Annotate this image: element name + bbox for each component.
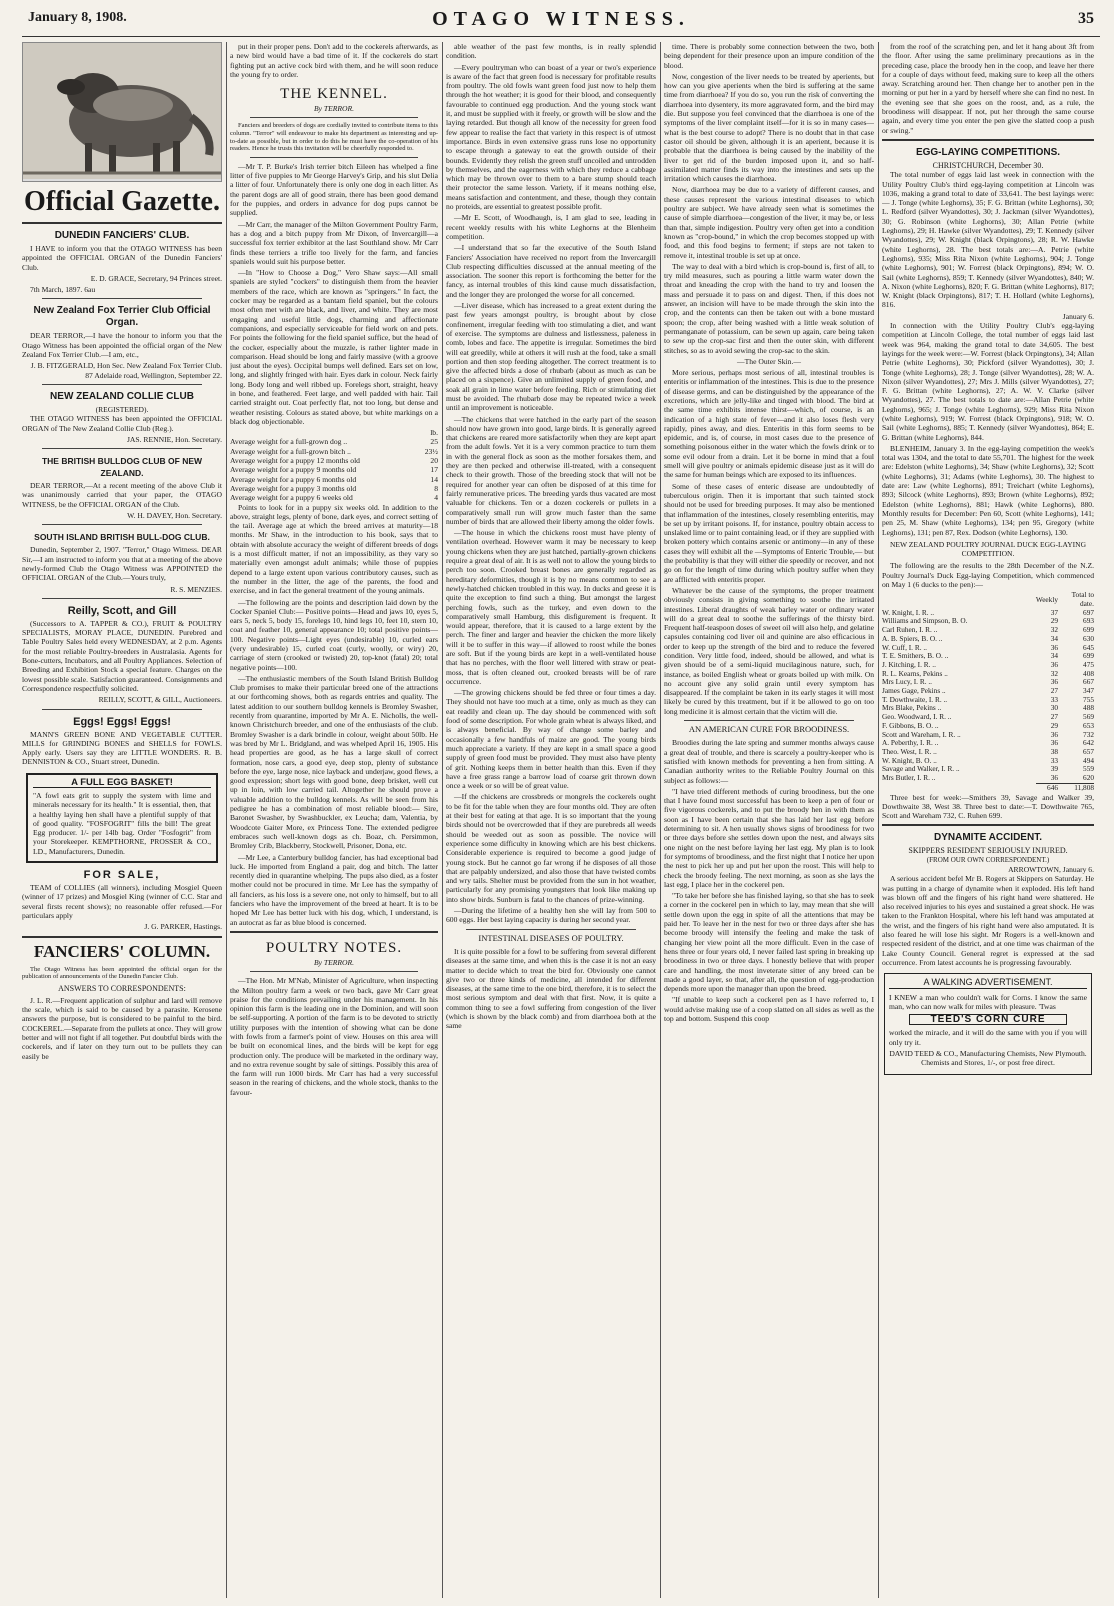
dynamite-subheading: SKIPPERS RESIDENT SERIOUSLY INJURED.: [908, 846, 1068, 856]
article-continuation: put in their proper pens. Don't add to the cockerels afterwards, as a new bird would have a bad time of it. If the cockerels do start fighting put an active cock bird with them, and he will soon reduce the young fry to order.: [230, 42, 438, 79]
fox-terrier-heading: New Zealand Fox Terrier Club Official Organ.: [33, 305, 211, 329]
table-cell-t: 667: [1083, 677, 1094, 687]
divider: [42, 709, 202, 710]
weight-value: 4: [434, 493, 438, 503]
kennel-paragraph: —The enthusiastic members of the South Island British Bulldog Club promises to make their particular breed one of the attractions at our forthcoming shows, both as regards entries and quality. The latest addition to our southern bulldog kennels is Bromley Swasher, recently from quarantine, imported by Mr A. E. Nicholls, the well-known Christchurch breeder, and one of the enthusiasts of the club. Bromley Swasher is a dark brindle in colour, weight about 50lb. He was bred by Mr L. Bridgland, and was whelped April 16, 1905. His head properties are good, as he has a large skull of correct formation, nose cars, a good eye, deep stop, plenty of substance before the eye, large nose, nice layback and underjaw, good flews, a good expression; short legs with good bone, deep brisket, well cut up in loin, with low carried tail. Altogether he should prove a valuable addition to the bulldog kennels. As will be seen from his pedigree he has a combination of most reliable blood:— Sire, Baronet Swasher, by Swashbuckler, ex Leucha; dam, Valentia, by Woodcote Gaiter More, ex Princess Tone. The extended pedigree embraces such well-known dogs as ch. Boaz, ch. Persimmon, Bromley Crib, Blackberry, Stockwell, Prisoner, Dona, etc.: [230, 673, 438, 851]
table-cell-w: 38: [1050, 746, 1058, 756]
collie-dog-illustration: [22, 42, 222, 182]
weight-row: [230, 447, 438, 456]
weight-row: [230, 465, 438, 474]
table-cell-w: 29: [1050, 720, 1058, 730]
table-cell-name: T. Dowthwaite, I. R. ..: [882, 694, 948, 704]
bulldog-club-signature: W. H. DAVEY, Hon. Secretary.: [127, 511, 222, 521]
weight-label: Average weight for a puppy 6 weeks old: [230, 493, 353, 503]
intestinal-paragraph: More serious, perhaps most serious of all, intestinal troubles is enteritis or inflammation of the intestines. This is due to the presence of disease germs, and can be distinguished by the appearance of the excretions, which are jelly-like and tinged with blood. The bird at the same time exhibits intense thirst—which, of course, is an indication of a high state of fever—and it also loses flesh very rapidly, pines away, and dies. Enteritis in this form seems to be epidemic, and is, of course, in most cases due to the presence of something poisonous either in the water which the fowls drink or to some evil odour from a drain. Let it be borne in mind that a foul smell will give poultry or animals epidemic disease just as it will do the same for human beings which are exposed to its influences.: [664, 368, 874, 480]
christchurch-dateline: CHRISTCHURCH, December 30.: [932, 160, 1044, 170]
weight-label: Average weight for a full-grown dog ..: [230, 437, 348, 447]
poultry-notes-paragraph: —Liver disease, which has increased to a great extent during the past few years amongst poultry, is brought about by close confinement, irregular feeding with too stimulating a diet, and want of exercise. The symptoms are dulness and listlessness, paleness in comb, lobes and face. The appetite is irregular. Sometimes the bird will eat greedily, while at others it will rush at the food, take a small portion and then stop feeding altogether. The correct treatment is to give the affected birds a dose of rhubarb (about as much as can be placed on a sixpence). Give an unlimited supply of green food, and soak all grain in lime water before feeding. Rich or stimulating diet must be avoided. The rhubarb dose may be repeated twice a week until an improvement is noticeable.: [446, 301, 656, 413]
table-cell-w: 27: [1050, 686, 1058, 696]
weight-label: Average weight for a puppy 12 months old: [230, 456, 360, 466]
table-cell-t: 693: [1083, 616, 1094, 626]
table-cell-t: 347: [1083, 686, 1094, 696]
weights-header: lb.: [430, 428, 438, 438]
american-cure-paragraph: "I have tried different methods of curing broodiness, but the one that I have found most successful has been to keep a pen of four or five vigorous cockerels, and to put the broody hen in with them as soon as I have been certain that she has laid her last egg before determining to sit. A hen usually shows signs of broodiness for two or three days before she settles down upon the nest, and always sits one night on the nest before laying her last egg. My plan is to look for symptoms of broodiness, and the first night that I notice her upon the nest to pick her up and put her upon the roost. This will help to check the broody feeling. The next morning, as soon as she lays the last egg, I place her in the cockerel pen.: [664, 786, 874, 889]
weight-label: Average weight for a full-grown bitch ..: [230, 446, 351, 456]
divider: [42, 448, 202, 449]
fanciers-column-note: The Otago Witness has been appointed the official organ for the publication of announcements of the Dunedin Fancier Club.: [22, 965, 222, 981]
divider: [42, 598, 202, 599]
newspaper-title: OTAGO WITNESS.: [432, 8, 690, 30]
table-cell-t: 699: [1083, 625, 1094, 635]
weight-row: [230, 493, 438, 502]
weight-label: Average weight for a puppy 9 months old: [230, 465, 357, 475]
divider: [42, 298, 202, 299]
collie-dog-icon: [23, 43, 221, 179]
kennel-paragraph: —The following are the points and description laid down by the Cocker Spaniel Club:— Positive points—Head and jaws 10, eyes 5, ears 5, neck 5, body 15, forelegs 10, hind legs 10, feet 10, stern 10, coat and feather 10, general appearance 10; total positive points—100. Negative points—Light eyes (undesirable) 10, curled ears (very undesirable) 15, curled coat (curly, woolly, or wiry) 20, carriage of stern (crooked or twisted) 20, top-knot (fatal) 20; total negative points—100.: [230, 597, 438, 672]
collie-club-signature: JAS. RENNIE, Hon. Secretary.: [126, 434, 222, 444]
kennel-paragraph: Points to look for in a puppy six weeks old. In addition to the above, straight legs, plenty of bone, dark eyes, and correct setting of the tail. Average age at which the breed arrives at maturity—18 months. Mr Shaw, in the introduction to his book, says that to obtain with absolute accuracy the weight of different breeds of dogs is a most difficult matter, if not an impossibility, as they vary so materially even amongst adult animals; while those of puppies depend to a large extent upon various contributory causes, such as the number in the litter, the age of the parents, the food and exercise, and in fact the general treatment of the young animals.: [230, 502, 438, 596]
divider: [684, 720, 854, 721]
weight-value: 14: [430, 474, 438, 484]
table-cell-t: 732: [1083, 729, 1094, 739]
kennel-paragraph: —Mr Carr, the manager of the Milton Government Poultry Farm, has a dog and a bitch puppy from Mr Dixon, of Invercargill—a successful fox terrier exhibitor at the last Southland show. Mr Carr finds these terriers a trifle too lively for the farm, and fancies spaniels would suit his purpose better.: [230, 219, 438, 266]
divider: [230, 931, 438, 933]
table-cell-t: 620: [1083, 773, 1094, 783]
column-2: [230, 42, 438, 1598]
table-cell-name: A. B. Spiers, B. O. ..: [882, 633, 943, 643]
weight-row: [230, 456, 438, 465]
divider: [42, 384, 202, 385]
table-cell-name: R. L. Kearns, Pekins ..: [882, 668, 948, 678]
table-cell-w: 36: [1050, 677, 1058, 687]
poultry-notes-heading: POULTRY NOTES.: [265, 939, 403, 956]
weight-row: [230, 437, 438, 446]
table-header-weekly: Weekly: [1035, 594, 1058, 604]
table-cell-name: Savage and Walker, I. R. ..: [882, 764, 960, 774]
dunedin-club-date: 7th March, 1897. 6au: [30, 285, 96, 295]
table-cell-w: 34: [1050, 633, 1058, 643]
for-sale-body: TEAM of COLLIES (all winners), including Mosgiel Queen (winner of 17 prizes) and Mosgiel King (winner of C.C. Star and several firsts recent shows); no reasonable offer refused.—For particulars apply: [22, 883, 222, 920]
answers-body: J. L. R.—Frequent application of sulphur and lard will remove the scale, which is said to be caused by a parasite. Kerosene answers the purpose, but is considered to be painful to the bird. COCKEREL.—Separate from the pullets at once. They will grow better and will not fight if all together. Put doubtful birds with the cockerels, and if later on they turn out to be pullets they can easily be: [22, 995, 222, 1061]
intestinal-paragraph: time. There is probably some connection between the two, both being dependent for their presence upon an impure condition of the blood.: [664, 42, 874, 70]
issue-date: January 8, 1908.: [28, 10, 127, 25]
table-cell-name: W. Knight, B. O. ..: [882, 755, 937, 765]
table-cell-t: 755: [1083, 694, 1094, 704]
poultry-notes-paragraph: able weather of the past few months, is in really splendid condition.: [446, 42, 656, 61]
fosfogrit-advert-heading: A FULL EGG BASKET!: [33, 778, 211, 788]
south-island-club-signature: R. S. MENZIES.: [170, 584, 222, 594]
table-cell-t: 642: [1083, 738, 1094, 748]
egg-laying-heading: EGG-LAYING COMPETITIONS.: [915, 146, 1061, 158]
table-cell-w: 39: [1050, 764, 1058, 774]
table-cell-w: 36: [1050, 773, 1058, 783]
poultry-notes-paragraph: —During the lifetime of a healthy hen she will lay from 500 to 600 eggs. Her best laying capacity is during her second year.: [446, 906, 656, 925]
teeds-corn-cure-advert: [884, 973, 1092, 1074]
poultry-notes-paragraph: —The Hon. Mr M'Nab, Minister of Agriculture, when inspecting the Milton poultry farm a week or two back, gave Mr Carr great praise for the conditions prevailing under his management. In his opinion this farm is the leading one in the Dominion, and will soon be self-supporting. A portion of the farm is to be devoted to strictly utility purposes with the intention of showing what can be done with fowls from a farmer's point of view. Houses on this area will be built on economical lines, and the birds will be kept for egg production only. The produce will be marketed in the ordinary way, and no extra revenue sought by sale of sittings. Possibly this area of the farm will run 1000 birds. Mr Carr has had a very successful season in the rearing of chickens, and the whole stock, thanks to the favour-: [230, 976, 438, 1097]
dunedin-club-signature: E. D. GRACE, Secretary, 94 Princes street.: [90, 273, 222, 283]
table-cell-name: Mrs Blake, Pekins ..: [882, 703, 942, 713]
table-cell-name: Scott and Wareham, I. R. ..: [882, 729, 961, 739]
kennel-paragraph: —In "How to Choose a Dog," Vero Shaw says:—All small spaniels are styled "cockers" to distinguish them from the heavier members of the race, which are known as "springers." In fact, the cocker may be regarded as a bantam field spaniel, but the colours most often met with are black, and liver, and white. They are most engaging and useful little dogs, charming and affectionate companions, and especially serviceable for field work on and pets. For points the following for the field spaniel suffice, but the head of the cocker, especially about the muzzle, is rather lighter made in comparison. Head should be long and fairly massive (with a groove just about the eyes). Occipital bumps well defined. Ears set on low, long, and slightly fringed with hair. Eyes dark in colour. Neck fairly long. Body long and well ribbed up. Forelegs short, straight, heavy in bone, and feathered. Feet large, and well padded with hair. Tail carried straight out. Coat perfectly flat, not too long, but dense and weather resisting. Colours as stated above, but white markings on a black dog objectionable.: [230, 268, 438, 426]
kennel-heading: THE KENNEL.: [280, 86, 388, 103]
poultry-notes-paragraph: —The house in which the chickens roost must have plenty of ventilation overhead. However warm it may be necessary to keep young chickens when they are just hatched, partially-grown chickens require a great deal of air. It is as well not to allow the young birds to perch too soon. Crooked breast bones are generally regarded as hereditary deformities, though it is by no means common to see a newly-hatched chicken troubled in this way. In ducks and geese it is quite the exception to find such a thing. But amongst the largest perching fowls, such as the turkey, and even down to the comparatively small Hamburg, this disfigurement is frequent. It would appear, therefore, that it is caused to a large extent by the perch. The finer and larger and heavier the chicken the more likely will it be to suffer in this way—if allowed to roost while the bones are soft. But if the young birds are kept in a well-ventilated house that has no perches, with the floor well littered with straw or peat-moss, that is often cleaned out, crooked breasts will be of rare occurrence.: [446, 528, 656, 686]
table-total-label: [882, 783, 1036, 792]
table-cell-t: 494: [1083, 755, 1094, 765]
dunedin-club-heading: DUNEDIN FANCIERS' CLUB.: [54, 230, 190, 241]
table-header-total: Total to date.: [1071, 590, 1094, 609]
table-cell-w: 33: [1050, 694, 1058, 704]
table-cell-name: J. Kitching, I. R. ..: [882, 659, 936, 669]
table-cell-w: 36: [1050, 659, 1058, 669]
dynamite-source: (FROM OUR OWN CORRESPONDENT.): [926, 855, 1050, 864]
weight-value: 23½: [424, 446, 438, 456]
south-island-club-heading: SOUTH ISLAND BRITISH BULL-DOG CLUB.: [34, 532, 210, 543]
weight-label: Average weight for a puppy 3 months old: [230, 483, 357, 493]
intestinal-paragraph: The way to deal with a bird which is crop-bound is, first of all, to try mild measures, such as pouring a little warm water down the throat and kneading the crop with the hand to try and loosen the mass and persuade it to pass on and digest. Then, if this does not answer, an incision will have to be made through the skin into the crop, and the contents can then be taken out with a bone mustard spoon; the crop, after being washed with a little weak solution of permanganate of potassium, can be sewn up again, care being taken to sew up the crop-sac first and then the outer skin, with different stitches, so as to avoid sewing the crop-sac to the skin.: [664, 261, 874, 355]
table-cell-t: 697: [1083, 607, 1094, 617]
column-5: [882, 42, 1094, 1598]
fosfogrit-advert: [26, 773, 218, 863]
divider: [466, 929, 636, 930]
table-cell-w: 33: [1050, 755, 1058, 765]
poultry-notes-byline: By TERROR.: [313, 957, 355, 967]
american-cure-paragraph: "If unable to keep such a cockerel pen as I have referred to, I would advise making use of a coop slatted on all sides as well as the top and bottom. Suspend this coop: [664, 995, 874, 1023]
table-cell-t: 408: [1083, 668, 1094, 678]
table-cell-t: 653: [1083, 720, 1094, 730]
poultry-notes-paragraph: —If the chickens are crossbreds or mongrels the cockerels ought to be fit for the table when they are four months old. They are often at their best for eating at that age. It is so important that the young birds should not be overcrowded that if they are purebreds all weeds should be weeded out as soon as possible. The novice will experience some difficulty in knowing which are his best chickens. Considerable experience is required to become a good judge of young stock. But he cannot go far wrong if he disposes of all those that are palpably undersized, and also those that have twisted combs and wry tails. Shelter must be provided from the sun in hot weather, particularly for any promising youngsters that look like making up into show birds. Sunburn is fatal to the chances of prize-winning.: [446, 792, 656, 904]
table-cell-t: 569: [1083, 712, 1094, 722]
weight-row: [230, 475, 438, 484]
walking-advert-heading: A WALKING ADVERTISEMENT.: [889, 978, 1087, 988]
column-rule: [878, 42, 879, 1598]
poultry-notes-paragraph: —The chickens that were hatched in the early part of the season should now have grown into good, large birds. It is generally agreed that chickens are reared more satisfactorily when they are kept apart from the adult fowls. Yet it is a very common practice to turn them in with the general flock as soon as the mother forsakes them, and they are then pecked and otherwise ill-treated, with a consequent check to their growth. Those of the breeding stock that will not be required for another year can often be disposed of at this time for fairly remunerative prices. The breeding yards thus vacated are most valuable for chickens. Ten or a dozen cockerels or pullets in a comparatively small run will grow much faster than the same number of birds that are allowed their liberty among the older fowls.: [446, 414, 656, 526]
table-cell-w: 34: [1050, 651, 1058, 661]
table-cell-name: James Gage, Pekins ..: [882, 686, 946, 696]
eggs-advert-body: MANN'S GREEN BONE AND VEGETABLE CUTTER. MILLS for GRINDING BONES and SHELLS for FOWLS. Apply early. Users say they are LITTLE WONDERS. R. B. DENNISTON & CO., Stuart street, Dunedin.: [22, 729, 222, 767]
table-cell-t: 475: [1083, 659, 1094, 669]
table-cell-t: 488: [1083, 703, 1094, 713]
table-cell-w: 32: [1050, 625, 1058, 635]
column-4: [664, 42, 874, 1598]
column-rule: [442, 42, 443, 1598]
walking-advert-body: I KNEW a man who couldn't walk for Corns. I know the same man, who can now walk for miles with pleasure. 'Twas: [889, 992, 1087, 1011]
duck-competition-heading: NEW ZEALAND POULTRY JOURNAL DUCK EGG-LAYING COMPETITION.: [889, 539, 1087, 559]
table-cell-w: 30: [1050, 703, 1058, 713]
american-cure-paragraph: from the roof of the scratching pen, and let it hang about 3ft from the floor. After using the same preliminary precautions as in the preceding case, place the broody hen in the coop, and leave her there for a couple of days without feed, making sure to keep all the others away. Scratching around her. Then change her to another pen in the morning or put her in a yard by herself where she can find no nest. In the evening see that she goes on the roost, and, as a rule, the broodiness will disappear. If not, put her through the same course again, and every time you enter the pen give the slatted coop a push or swing.": [882, 42, 1094, 135]
collie-club-notice: THE OTAGO WITNESS has been appointed the OFFICIAL ORGAN of The New Zealand Collie Club (Reg.).: [22, 414, 222, 433]
duck-best-results: Three best for week:—Smithers 39, Savage and Walker 39, Dowthwaite 38, West 38. Three best to date:—T. Dowthwaite 765, Scott and Wareham 732, C. Ruhen 699.: [882, 792, 1094, 821]
collie-club-heading: NEW ZEALAND COLLIE CLUB: [50, 390, 194, 402]
weights-table: [230, 437, 438, 502]
fosfogrit-advert-body: "A fowl eats grit to supply the system with lime and minerals necessary for its health." It is essential, then, that a healthy laying hen shall have a plentiful supply of that of good quality. "FOSFOGRIT" fills the bill! The great Egg producer. 1/- per 14lb bag. Order "Fosfogrit" from your Storekeeper. KEMPTHORNE, PROSSER & CO., LD., Manufacturers, Dunedin.: [33, 790, 211, 856]
poultry-notes-paragraph: —Every poultryman who can boast of a year or two's experience is aware of the fact that green food is necessary for profitable results from poultry. The old fowls want green food just now to help them through the hot weather; it is good for their blood, and consequently favourable to continued egg production. And the young stock want it, and must be supplied with it freely, or growth will be slow and the laying retarded. But though all know of the necessity for green food few appear to realise the fact that variety in this respect is of utmost importance. Birds in even extensive grass runs lose no opportunity to escape through a gateway to eat the growth outside of their bounds. Evidently they relish the green stuff uncoiled and untrodden by themselves, and the eagerness with which they reduce a cabbage which may be thrown over to them to a bare stump should teach their protector the same lesson. Variety, if it means nothing else, means satisfaction and contentment, and these, though they contain no proteids, are essential to greatest possible profit.: [446, 62, 656, 212]
masthead: [22, 6, 1100, 37]
american-cure-heading: AN AMERICAN CURE FOR BROODINESS.: [688, 724, 850, 735]
reilly-advert-signature: REILLY, SCOTT, & GILL, Auctioneers.: [98, 695, 222, 705]
for-sale-heading: FOR SALE,: [83, 869, 161, 882]
divider: [882, 824, 1094, 826]
divider: [22, 936, 222, 938]
fanciers-column-heading: FANCIERS' COLUMN.: [33, 941, 211, 961]
christchurch-paragraph: The total number of eggs laid last week in connection with the Utility Poultry Club's third egg-laying competition at Lincoln was 1036, making a grand total to date of 33,641. The best layings were:— J. Tonge (white Leghorns), 35; F. G. Brittan (white Leghorns), 30; L. Redford (silver Wyandottes), 30; J. Jackman (silver Wyandottes), 30; G. Robinson (white Leghorns), 30; Allan Petrie (white Leghorns), 29; H. Hawke (silver Wyandottes), 29; T. Kennedy (silver Wyandottes), 29; W. Knight (black Orpingtons), 28; R. W. Hawke (white Leghorns), 28. The best totals are:—A. Petrie (white Leghorns), 935; Miss Rita Nixon (white Leghorns), 904; J. Tonge (white Leghorns), 901; W. Forrest (black Orpingtons), 894; W. O. Sail (white Leghorns), 859; T. Kennedy (silver Wyandottes), 840; W. A. Nixon (white Leghorns), 820; F. G. Brittan (white Leghorns), 817; W. Knight (black Orpingtons), 817; T. H. Hollard (white Leghorns), 816.: [882, 170, 1094, 310]
dynamite-dateline: ARROWTOWN, January 6.: [1008, 864, 1094, 874]
table-cell-name: W. Knight, I. R. ..: [882, 607, 935, 617]
christchurch-dateline-2: January 6.: [1062, 311, 1094, 321]
table-cell-name: F. Gibbons, B. O. ..: [882, 720, 939, 730]
walking-advert-signature: DAVID TEED & CO., Manufacturing Chemists, New Plymouth. Chemists and Stores, 1/-, or post free direct.: [889, 1049, 1087, 1068]
table-cell-name: Mrs Butler, I. R. ..: [882, 773, 936, 783]
kennel-byline: By TERROR.: [313, 104, 355, 114]
page-number: 35: [1078, 10, 1094, 27]
table-header: [882, 591, 1036, 608]
table-cell-name: Geo. Woodward, I. R. ..: [882, 712, 952, 722]
table-cell-w: 32: [1050, 668, 1058, 678]
south-island-club-notice: Dunedin, September 2, 1907. "Terror," Otago Witness. DEAR Sir,—I am instructed to inform you that at a meeting of the above newly-formed Club the Otago Witness was APPOINTED the OFFICIAL ORGAN of the Club.—Yours truly,: [22, 545, 222, 583]
dynamite-heading: DYNAMITE ACCIDENT.: [934, 832, 1042, 844]
table-total-weekly: 646: [1036, 783, 1058, 792]
divider: [250, 971, 418, 972]
american-cure-paragraph: Broodies during the late spring and summer months always cause a great deal of trouble, and there is scarcely a poultry-keeper who is satisfied with known methods for preventing a hen from sitting. A Canadian authority writes to the Reliable Poultry Journal on this subject as follows:—: [664, 738, 874, 785]
kennel-note: Fanciers and breeders of dogs are cordially invited to contribute items to this column. "Terror" will endeavour to make his department as interesting and up-to-date as possible, but in order to do this he must have the co-operation of his readers. Hence he trusts this invitation will be cheerfully responded to.: [230, 122, 438, 153]
divider: [22, 222, 222, 224]
table-cell-w: 37: [1050, 607, 1058, 617]
weight-label: Average weight for a puppy 6 months old: [230, 474, 357, 484]
column-rule: [660, 42, 661, 1598]
table-cell-t: 559: [1083, 764, 1094, 774]
weight-value: 17: [430, 465, 438, 475]
table-cell-w: 36: [1050, 729, 1058, 739]
table-cell-t: 657: [1083, 746, 1094, 756]
divider: [882, 139, 1094, 141]
table-cell-w: 29: [1050, 616, 1058, 626]
bulldog-club-notice: DEAR TERROR,—At a recent meeting of the above Club it was unanimously carried that your paper, the OTAGO WITNESS, be the OFFICIAL ORGAN of the Club.: [22, 481, 222, 509]
table-cell-t: 630: [1083, 633, 1094, 643]
fox-terrier-signature: J. B. FITZGERALD, Hon Sec. New Zealand Fox Terrier Club. 87 Adelaide road, Wellington, September 22.: [30, 361, 222, 380]
reilly-advert-body: (Successors to A. TAPPER & CO.), FRUIT & POULTRY SPECIALISTS, MORAY PLACE, DUNEDIN. Purebred and Table Poultry Sales held every WEDNESDAY, at 2 p.m. Agents for the most reliable Poultry-breeders in Australasia. Agents for Bone-cutters, Incubators, and all Poultry Appliances. Selection of Breeding and Exhibition Stock a special feature. Charges on the lowest possible scale. Satisfaction guaranteed. Consignments and Correspondence respectfully solicited.: [22, 618, 222, 693]
table-cell-t: 645: [1083, 642, 1094, 652]
intestinal-paragraph: Some of these cases of enteric disease are undoubtedly of tuberculous origin. Then it is important that such tainted stock should not be used for breeding purposes. It may also be mentioned that inflammation of the intestines, closely resembling enteritis, may be set up by irritant poisons. If, for instance, poultry obtain access to unslaked lime or to paint containing lead, or if they are supplied with broken pottery which contains arsenic or antimony—in any of these cases they will exhibit all the —Symptoms of Enteric Trouble,— but the probability is that they will either die speedily or recover, and not go on for the length of time during which poultry suffer when they are afflicted with enteritis proper.: [664, 481, 874, 584]
bulldog-club-heading: THE BRITISH BULLDOG CLUB OF NEW ZEALAND.: [41, 456, 203, 479]
intestinal-paragraph: Now, congestion of the liver needs to be treated by aperients, but how can you give aperients when the bird is suffering at the same time from diarrhoea? If you do so, you run the risk of converting the diarrhoea into dysentery, its more aggravated form, and the bird may die. But suppose you feel convinced that the diarrhoea is one of the symptoms of the liver complaint itself—for it is so in many cases—what is the best course to adopt? There is no doubt that in that case castor oil should be given, although it is an aperient, because it is probable that the diarrhoea is being caused by the inability of the liver to get rid of the burden imposed upon it, and so half-assimilated matter finds its way into the intestines and sets up the irritation which causes the diarrhoea.: [664, 71, 874, 184]
table-cell-name: Carl Ruhen, I. R. ..: [882, 625, 938, 635]
intestinal-diseases-heading: INTESTINAL DISEASES OF POULTRY.: [478, 932, 624, 943]
kennel-paragraph: —Mr T. P. Burke's Irish terrier bitch Eileen has whelped a fine litter of five puppies to Mr George Harvey's Grip, and his slut Delia a litter of four. Unfortunately there is only one dog in each litter. As the parent dogs are all of good strain, there has been good demand for the puppies, and orders in advance for dog pups cannot be supplied.: [230, 161, 438, 218]
duck-competition-intro: The following are the results to the 28th December of the N.Z. Poultry Journal's Duck Egg-laying Competition, which commenced on May 1 (6 ducks to the pen):—: [882, 561, 1094, 590]
answers-heading: ANSWERS TO CORRESPONDENTS:: [58, 983, 186, 993]
divider: [42, 524, 202, 525]
intestinal-subheading: —The Outer Skin.—: [737, 356, 801, 366]
walking-advert-body-2: worked the miracle, and it will do the same with you if you will only try it.: [889, 1028, 1087, 1047]
column-3: [446, 42, 656, 1598]
intestinal-paragraph: Whatever be the cause of the symptoms, the proper treatment obviously consists in giving something to soothe the irritated intestines. Liberal draughts of weak barley water or ordinary water will do a great deal to soothe the sufferings of the thirsty bird. Frequent half-teaspoon doses of sweet oil will also help, and gelatine capsules containing cod liver oil and quinine are also efficacious in order to keep up the strength of the bird and to reduce the fevered condition. Very little food, indeed, should be allowed, and what is given should be of a semi-liquid mucilaginous nature, such, for instance, as boiled English wheat or groats boiled up with milk. On no account give any solid grain until every symptom has disappeared. If the complaint be taken in its early stages it will most likely be cured by this treatment, but if it be allowed to go on too long medicine it is almost certain that the victim will die.: [664, 585, 874, 716]
table-total-date: 11,808: [1058, 783, 1094, 792]
fox-terrier-notice: DEAR TERROR,—I have the honour to inform you that the Otago Witness has been appointed the official organ of the New Zealand Fox Terrier Club.—I am, etc.,: [22, 331, 222, 360]
weight-value: 8: [434, 483, 438, 493]
table-cell-w: 36: [1050, 738, 1058, 748]
divider: [250, 157, 418, 158]
kennel-paragraph: —Mr Lee, a Canterbury bulldog fancier, has had exceptional bad luck. He imported from England a pair, dog and bitch. The latter recently died in quarantine whelping. The pups also died, as a foster mother could not be procured in time. Mr Lee has the sympathy of all fanciers, as his loss is a severe one, not only to himself, but to all fanciers who have the improvement of the breed at heart. It is to be hoped Mr Lee has better luck with his dog, which, I understand, is an autocrat as far as blue blood is concerned.: [230, 852, 438, 927]
duck-results-table: [882, 591, 1094, 792]
column-rule: [226, 42, 227, 1598]
official-gazette-heading: Official Gazette.: [24, 186, 220, 217]
table-cell-name: Williams and Simpson, B. O.: [882, 616, 968, 626]
reilly-advert-heading: Reilly, Scott, and Gill: [67, 604, 177, 617]
table-cell-t: 699: [1083, 651, 1094, 661]
for-sale-signature: J. G. PARKER, Hastings.: [144, 922, 222, 932]
poultry-notes-paragraph: —The growing chickens should be fed three or four times a day. They should not have too much at a time, only as much as they can eat readily and clean up. The day should be commenced with soft food of some description. For whole grain wheat is always liked, and is always beneficial. By way of change some barley and occasionally a few handfuls of maize are good. The young birds much appreciate a variety. If they are kept in a small space a good supply of green food must be provided. They must also have plenty of grit. Nothing keeps them in better health than this. Even if they have a free grass range a barrow load of coarse grit thrown down once a week or so will be of great value.: [446, 688, 656, 791]
table-cell-name: Theo. West, I. R. ..: [882, 746, 937, 756]
christchurch-paragraph: In connection with the Utility Poultry Club's egg-laying competition at Lincoln College, the total number of eggs laid last week was 964, making the grand total to date 34,605. The best layings for the week were:—W. Forrest (black Orpingtons), 34; Allan Petrie (white Leghorns), 30; Pickford (silver Wyandottes), 30; J. Tonge (white Leghorns), 28; J. Tonge (silver Wyandottes), 28; W. A. Nixon (silver Wyandottes), 27; Mrs J. Mills (silver Wyandottes), 27; F. G. Brittan (white Leghorns), 27; A. W. V. Clarke (silver Wyandottes), 27. The best totals to date are:—Allan Petrie (white Leghorns), 965; J. Tonge (white Leghorns), 929; Miss Rita Nixon (white Leghorns), 919; W. Forrest (black Orpingtons), 918; W. O. Sail (white Leghorns), 885; T. Kennedy (silver Wyandottes), 864; E. G. Brittan (white Leghorns), 844.: [882, 321, 1094, 442]
poultry-notes-paragraph: —I understand that so far the executive of the South Island Fanciers' Association have received no report from the Invercargill Club respecting difficulties discussed at the annual meeting of the association. The sooner this report is forthcoming the better for the fancy, as internal troubles of this kind cause much dissatisfaction, and the longer they are prolonged the worse for all concerned.: [446, 243, 656, 299]
poultry-notes-paragraph: —Mr E. Scott, of Woodhaugh, is, I am glad to see, leading in recent weekly results with his white Leghorns at the Blenheim competition.: [446, 213, 656, 241]
dunedin-club-notice: I HAVE to inform you that the OTAGO WITNESS has been appointed the OFFICIAL ORGAN of the Dunedin Fanciers' Club.: [22, 244, 222, 272]
table-cell-name: T. E. Smithers, B. O. ..: [882, 651, 949, 661]
american-cure-paragraph: "To take her before she has finished laying, so that she has to seek a corner in the cockerel pen in which to lay, may mean that she will settle down upon the egg in spite of all the attentions that may be paid her. To leave her in the nest for two or three days after she has become broody will intensify the feeling and make the task of changing her view point all the more difficult. Even in the case of hens three or four years old, I never failed last spring in breaking up broodiness in two or three days. I honestly believe that with proper care and handling, the most inveterate sitter of any breed can be made a good layer, so that, after all, the question of egg-production depends more upon the manager than upon the breed.: [664, 891, 874, 994]
blenheim-paragraph: BLENHEIM, January 3. In the egg-laying competition the week's total was 1304, and the total to date 55,701. The highest for the week are: Edelston (white Leghorns), 34; Shaw (white Leghorns), 32; Scott (white Leghorns), 31; Adams (white Leghorns), 30. The highest to date are: Law (white Leghorns), 891; Treichart (white Leghorns), 893; Silcock (white Leghorns), 893; Brown (white Leghorns), 892; Edelston (white Leghorns), 881; Hawk (white Leghorns), 880. Monthly results for December: Pen 60, Scott (white Leghorns), 141; pen 25, M. Shaw (white Leghorns), 134; pen 95, Gregory (white Leghorns), 131; pen 87, Rex. Dodson (white Leghorns), 130.: [882, 443, 1094, 537]
weight-value: 25: [430, 437, 438, 447]
table-cell-name: Mrs Lucy, I. R. ..: [882, 677, 932, 687]
column-1: [22, 42, 222, 1598]
table-cell-w: 36: [1050, 642, 1058, 652]
table-cell-name: W. Cuff, I. R. ..: [882, 642, 927, 652]
corn-cure-product-name: TEED'S CORN CURE: [909, 1014, 1067, 1025]
table-cell-name: A. Peberthy, I. R. ..: [882, 738, 939, 748]
collie-club-subheading: (REGISTERED).: [95, 404, 149, 414]
divider: [250, 117, 418, 118]
weight-row: [230, 484, 438, 493]
weight-value: 20: [430, 456, 438, 466]
table-row: [882, 774, 1094, 783]
dynamite-paragraph: A serious accident befel Mr B. Rogers at Skippers on Saturday. He was putting in a charge of dynamite when it exploded. His left hand was blown off and the fingers of his right hand were shattered. He also received injuries to his eyes and sustained a great shock. He was taken to the Frankton Hospital, where his left hand was amputated at the wrist, and the fingers of his right hand were also amputated. It is also feared he will lose his sight. Mr Rogers is a well-known and respected resident of the district, and at one time was chairman of the Lake County Council. General regret is expressed at the sad occurrence. From latest accounts he is progressing favourably.: [882, 874, 1094, 967]
eggs-advert-heading: Eggs! Eggs! Eggs!: [73, 715, 171, 728]
table-cell-w: 27: [1050, 712, 1058, 722]
intestinal-diseases-paragraph: It is quite possible for a fowl to be suffering from several different diseases at the same time, and when this is the case it is not an easy matter to decide which to treat the bird for. Obviously one cannot give two or three kinds of medicine, all intended for different diseases, at the same time to the one bird, therefore, it is to select the most serious symptom and deal with that first. Now, it is quite a common thing to see a fowl suffering from congestion of the liver (which is shown by the black comb) and from diarrhoea both at the same: [446, 946, 656, 1031]
intestinal-paragraph: Now, diarrhoea may be due to a variety of different causes, and these causes represent the various intestinal diseases to which poultry are subject. We have already seen what is sometimes the cause of simple diarrhoea—congestion of the liver, it may be, or less than that, simple indigestion. Poultry very often get into a condition known as "crop-bound," in which the crop becomes stopped up with food, and this food begins to ferment; if steps are not taken to remove it, intestinal trouble is set up at once.: [664, 185, 874, 260]
